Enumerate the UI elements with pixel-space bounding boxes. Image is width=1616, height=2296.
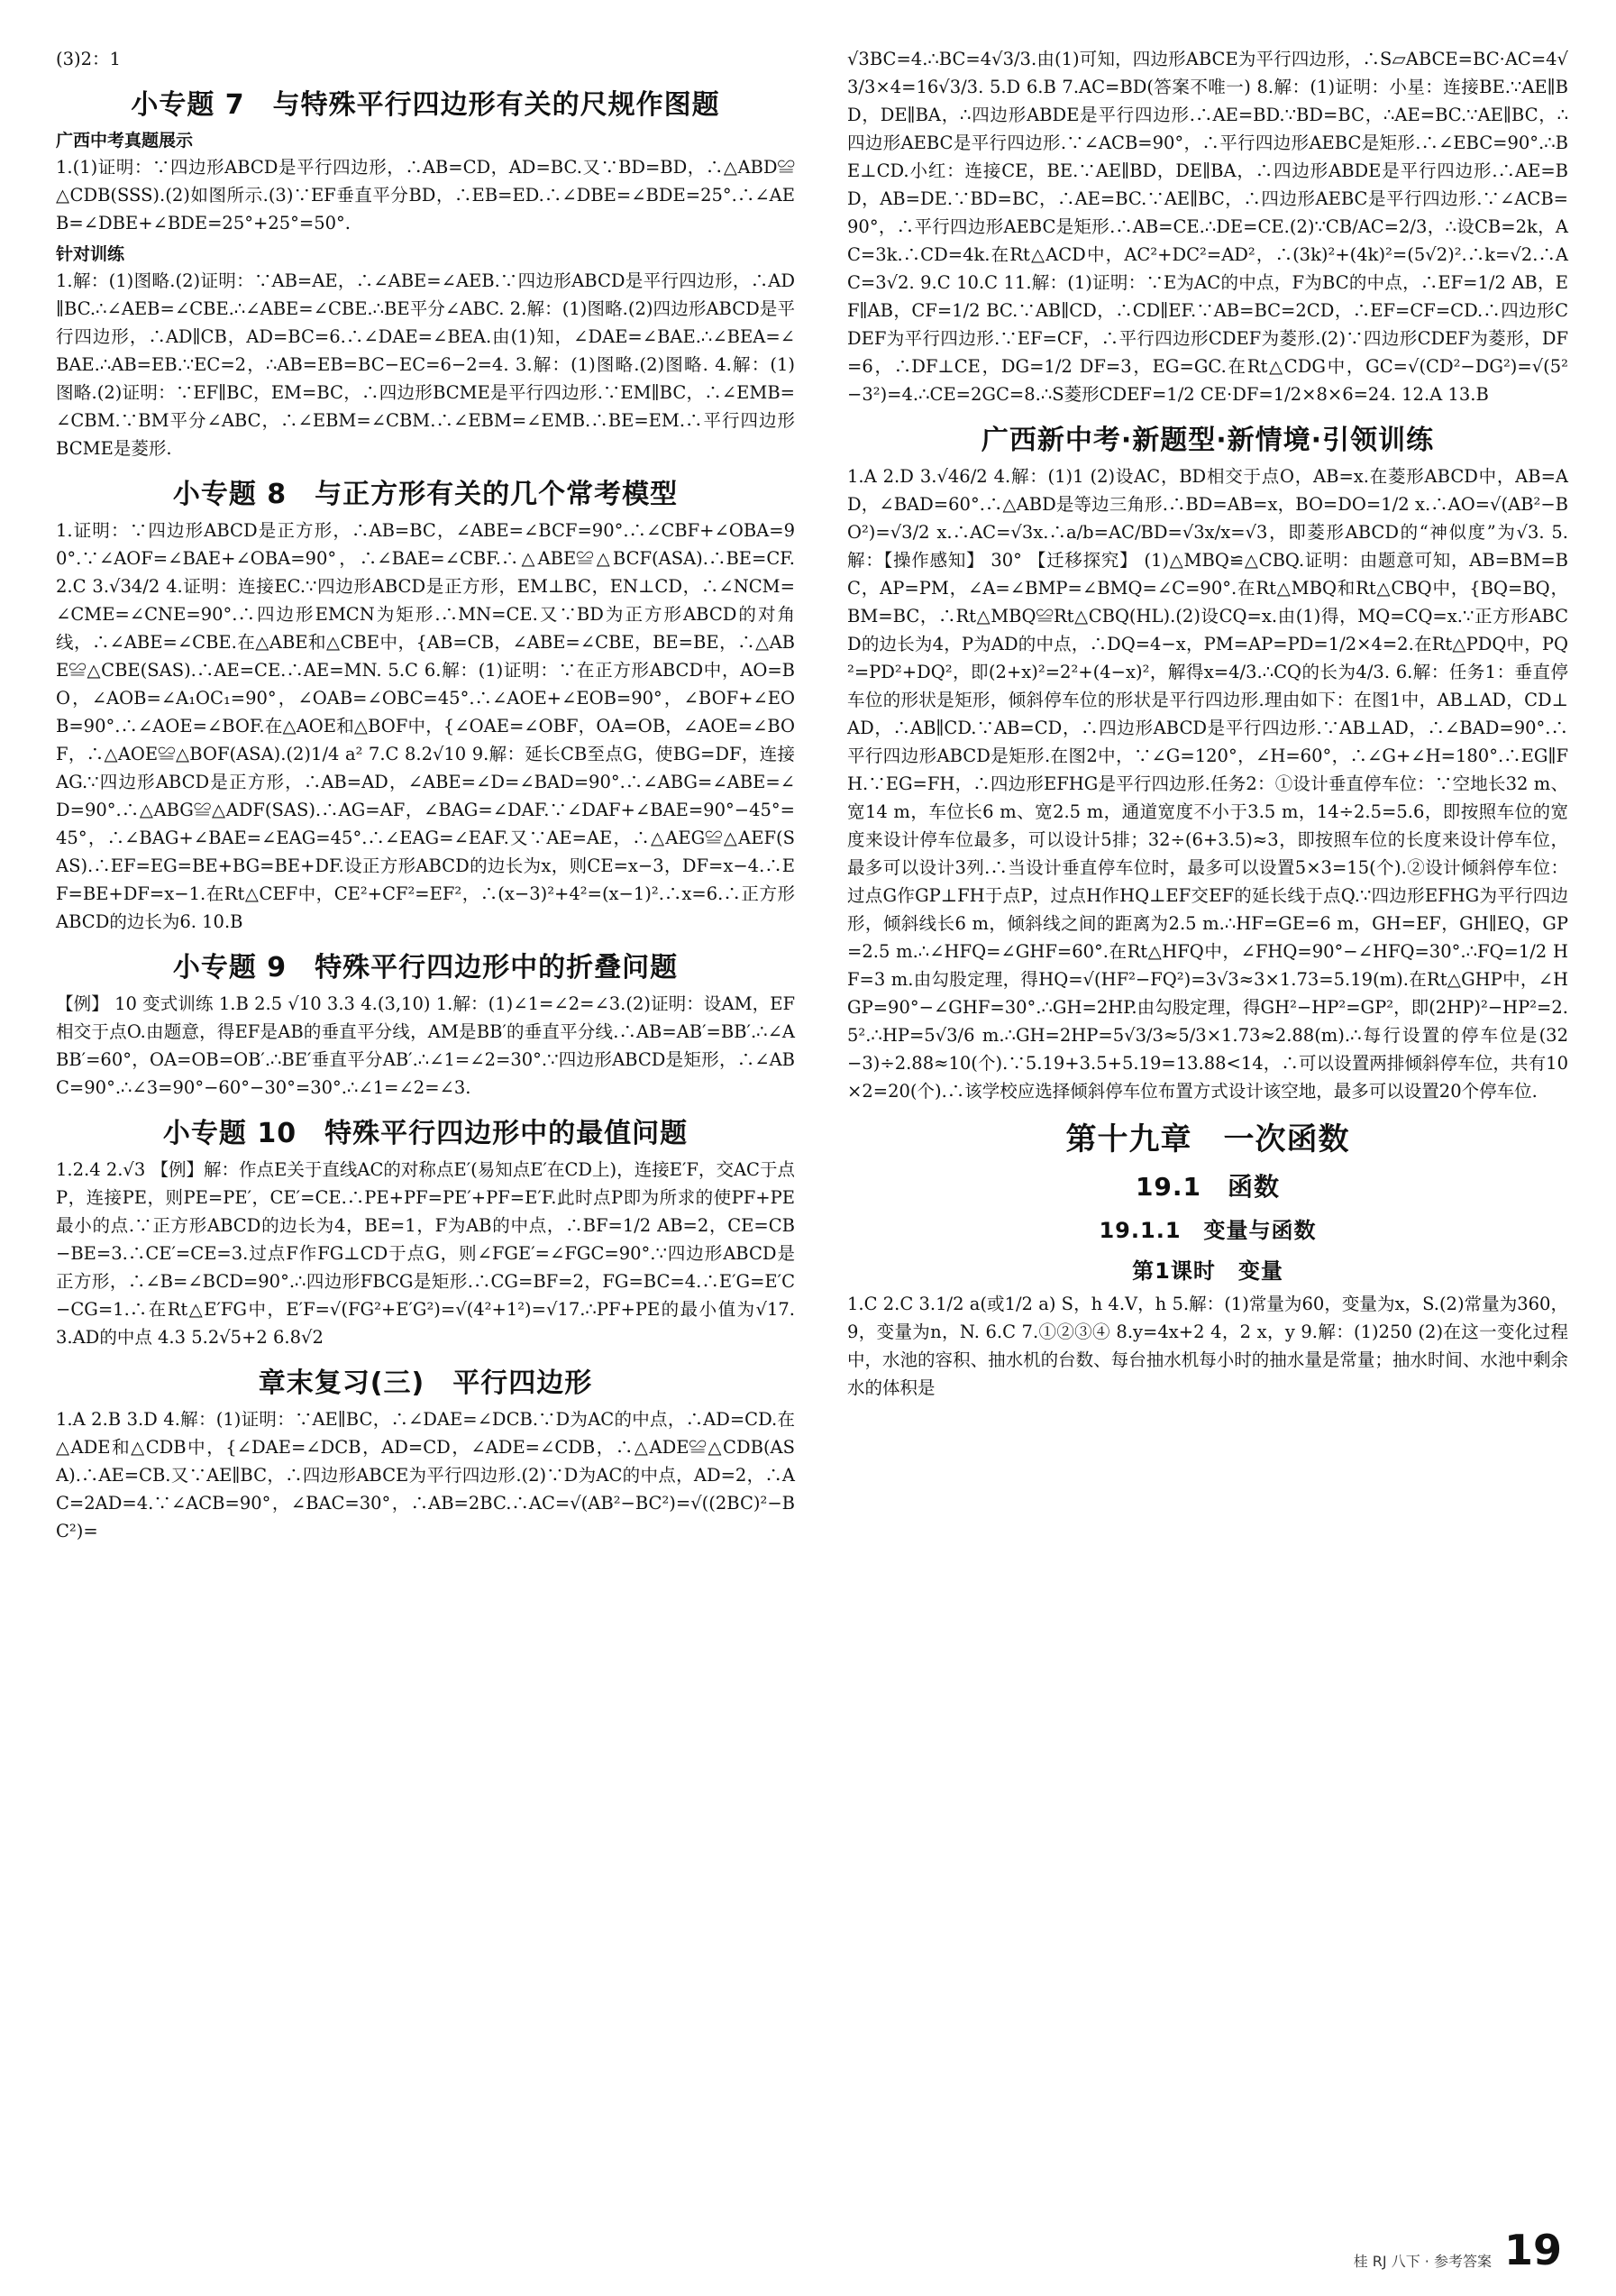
intro-answer: (3)2：1: [56, 49, 121, 69]
right-text-1: √3BC=4.∴BC=4√3/3.由(1)可知，四边形ABCE为平行四边形，∴S▱ABCE=BC·AC=4√3/3×4=16√3/3. 5.D 6.B 7.AC=BD(答案不唯一) 8.解：(1)证明：小星：连接BE.∵AE∥BD，DE∥BA，∴四边形ABDE是平行四边形.∴AE=BD.∵BD=BC，∴AE=BC.∵AE∥BC，∴四边形AEBC是平行四边形.∵∠ACB=90°，∴平行四边形AEBC是矩形.∴∠EBC=90°.∴BE⊥CD.小红：连接CE，BE.∵AE∥BD，DE∥BA，∴四边形ABDE是平行四边形.∴AE=BD，AB=DE.∵BD=BC，∴AE=BC.∵AE∥BC，∴四边形AEBC是平行四边形.∵∠ACB=90°，∴平行四边形AEBC是矩形.∴AB=CE.∴DE=CE.(2)∵CB/AC=2/3，∴设CB=2k，AC=3k.∴CD=4k.在Rt△ACD中，AC²+DC²=AD²，∴(3k)²+(4k)²=(5√2)².∴k=√2.∴AC=3√2. 9.C 10.C 11.解：(1)证明：∵E为AC的中点，F为BC的中点，∴EF=1/2 AB，EF∥AB，CF=1/2 BC.∵AB∥CD，∴CD∥EF.∵AB=BC=2CD，∴EF=CF=CD.∴四边形CDEF为平行四边形.∵EF=CF，∴平行四边形CDEF为菱形.(2)∵四边形CDEF为菱形，DF=6，∴DF⊥CE，DG=1/2 DF=3，EG=GC.在Rt△CDG中，GC=√(CD²−DG²)=√(5²−3²)=4.∴CE=2GC=8.∴S菱形CDEF=1/2 CE·DF=1/2×8×6=24. 12.A 13.B: [847, 49, 1568, 405]
page-footer: [1353, 2226, 1562, 2274]
subsection-19-1-1-title: 19.1.1 变量与函数: [1099, 1218, 1317, 1243]
section-7-subheading-1: 广西中考真题展示: [56, 131, 194, 151]
section-7-subheading-2: 针对训练: [56, 244, 125, 264]
section-8-text: 1.证明：∵四边形ABCD是正方形，∴AB=BC，∠ABE=∠BCF=90°.∴∠CBF+∠OBA=90°.∵∠AOF=∠BAE+∠OBA=90°，∴∠BAE=∠CBF.∴△ABE≌△BCF(ASA).∴BE=CF. 2.C 3.√34/2 4.证明：连接EC.∵四边形ABCD是正方形，EM⊥BC，EN⊥CD，∴∠NCM=∠CME=∠CNE=90°.∴四边形EMCN为矩形.∴MN=CE.又∵BD为正方形ABCD的对角线，∴∠ABE=∠CBE.在△ABE和△CBE中，{AB=CB，∠ABE=∠CBE，BE=BE，∴△ABE≌△CBE(SAS).∴AE=CE.∴AE=MN. 5.C 6.解：(1)证明：∵在正方形ABCD中，AO=BO，∠AOB=∠A₁OC₁=90°，∠OAB=∠OBC=45°.∴∠AOE+∠EOB=90°，∠BOF+∠EOB=90°.∴∠AOE=∠BOF.在△AOE和△BOF中，{∠OAE=∠OBF，OA=OB，∠AOE=∠BOF，∴△AOE≌△BOF(ASA).(2)1/4 a² 7.C 8.2√10 9.解：延长CB至点G，使BG=DF，连接AG.∵四边形ABCD是正方形，∴AB=AD，∠ABE=∠D=∠BAD=90°.∴∠ABG=∠ABE=∠D=90°.∴△ABG≌△ADF(SAS).∴AG=AF，∠BAG=∠DAF.∵∠DAF+∠BAE=90°−45°=45°，∴∠BAG+∠BAE=∠EAG=45°.∴∠EAG=∠EAF.又∵AE=AE，∴△AEG≌△AEF(SAS).∴EF=EG=BE+BG=BE+DF.设正方形ABCD的边长为x，则CE=x−3，DF=x−4.∴EF=BE+DF=x−1.在Rt△CEF中，CE²+CF²=EF²，∴(x−3)²+4²=(x−1)².∴x=6.∴正方形ABCD的边长为6. 10.B: [56, 520, 795, 932]
chapter-review-title: 章末复习(三) 平行四边形: [258, 1368, 593, 1399]
section-9-text: 【例】 10 变式训练 1.B 2.5 √10 3.3 4.(3,10) 1.解：(1)∠1=∠2=∠3.(2)证明：设AM，EF相交于点O.由题意，得EF是AB的垂直平分线，AM是BB′的垂直平分线.∴AB=AB′=BB′.∴∠ABB′=60°，OA=OB=OB′.∴BE′垂直平分AB′.∴∠1=∠2=30°.∵四边形ABCD是矩形，∴∠ABC=90°.∴∠3=90°−60°−30°=30°.∴∠1=∠2=∠3.: [56, 993, 795, 1098]
right-column: [847, 45, 1568, 1402]
chapter-19-title: 第十九章 一次函数: [1065, 1121, 1350, 1157]
section-7-text-1: 1.(1)证明：∵四边形ABCD是平行四边形，∴AB=CD，AD=BC.又∵BD=BD，∴△ABD≌△CDB(SSS).(2)如图所示.(3)∵EF垂直平分BD，∴EB=ED.∴∠DBE=∠BDE=25°.∴∠AEB=∠DBE+∠BDE=25°+25°=50°.: [56, 157, 795, 233]
guangxi-training-title: 广西新中考·新题型·新情境·引领训练: [981, 425, 1435, 456]
section-10-text: 1.2.4 2.√3 【例】解：作点E关于直线AC的对称点E′(易知点E′在CD上)，连接E′F，交AC于点P，连接PE，则PE=PE′，CE′=CE.∴PE+PF=PE′+PF=E′F.此时点P即为所求的使PF+PE最小的点.∵正方形ABCD的边长为4，BE=1，F为AB的中点，∴BF=1/2 AB=2，CE=CB−BE=3.∴CE′=CE=3.过点F作FG⊥CD于点G，则∠FGE′=∠FGC=90°.∵四边形ABCD是正方形，∴∠B=∠BCD=90°.∴四边形FBCG是矩形.∴CG=BF=2，FG=BC=4.∴E′G=E′C−CG=1.∴在Rt△E′FG中，E′F=√(FG²+E′G²)=√(4²+1²)=√17.∴PF+PE的最小值为√17. 3.AD的中点 4.3 5.2√5+2 6.8√2: [56, 1159, 795, 1348]
chapter-review-text: 1.A 2.B 3.D 4.解：(1)证明：∵AE∥BC，∴∠DAE=∠DCB.∵D为AC的中点，∴AD=CD.在△ADE和△CDB中，{∠DAE=∠DCB，AD=CD，∠ADE=∠CDB，∴△ADE≌△CDB(ASA).∴AE=CB.又∵AE∥BC，∴四边形ABCE为平行四边形.(2)∵D为AC的中点，AD=2，∴AC=2AD=4.∵∠ACB=90°，∠BAC=30°，∴AB=2BC.∴AC=√(AB²−BC²)=√((2BC)²−BC²)=: [56, 1409, 795, 1541]
section-8-title: 小专题 8 与正方形有关的几个常考模型: [172, 479, 679, 510]
page-number: 19: [1503, 2226, 1562, 2274]
footer-label: 桂 RJ 八下 · 参考答案: [1353, 2253, 1492, 2270]
guangxi-training-text: 1.A 2.D 3.√46/2 4.解：(1)1 (2)设AC，BD相交于点O，AB=x.在菱形ABCD中，AB=AD，∠BAD=60°.∴△ABD是等边三角形.∴BD=AB=x，BO=DO=1/2 x.∴AO=√(AB²−BO²)=√3/2 x.∴AC=√3x.∴a/b=AC/BD=√3x/x=√3，即菱形ABCD的“神似度”为√3. 5.解：【操作感知】 30° 【迁移探究】 (1)△MBQ≌△CBQ.证明：由题意可知，AB=BM=BC，AP=PM，∠A=∠BMP=∠BMQ=∠C=90°.在Rt△MBQ和Rt△CBQ中，{BQ=BQ，BM=BC，∴Rt△MBQ≌Rt△CBQ(HL).(2)设CQ=x.由(1)得，MQ=CQ=x.∵正方形ABCD的边长为4，P为AD的中点，∴DQ=4−x，PM=AP=PD=1/2×4=2.在Rt△PDQ中，PQ²=PD²+DQ²，即(2+x)²=2²+(4−x)²，解得x=4/3.∴CQ的长为4/3. 6.解：任务1：垂直停车位的形状是矩形，倾斜停车位的形状是平行四边形.理由如下：在图1中，AB⊥AD，CD⊥AD，∴AB∥CD.∵AB=CD，∴四边形ABCD是平行四边形.∵AB⊥AD，∴∠BAD=90°.∴平行四边形ABCD是矩形.在图2中，∵∠G=120°，∠H=60°，∴∠G+∠H=180°.∴EG∥FH.∵EG=FH，∴四边形EFHG是平行四边形.任务2：①设计垂直停车位：∵空地长32 m、宽14 m，车位长6 m、宽2.5 m，通道宽度不小于3.5 m，14÷2.5=5.6，即按照车位的宽度来设计停车位最多，可以设计5排；32÷(6+3.5)≈3，即按照车位的长度来设计停车位，最多可以设计3列.∴当设计垂直停车位时，最多可以设置5×3=15(个).②设计倾斜停车位：过点G作GP⊥FH于点P，过点H作HQ⊥EF交EF的延长线于点Q.∵四边形EFHG为平行四边形，倾斜线长6 m，倾斜线之间的距离为2.5 m.∴HF=GE=6 m，GH=EF，GH∥EQ，GP=2.5 m.∴∠HFQ=∠GHF=60°.在Rt△HFQ中，∠FHQ=90°−∠HFQ=30°.∴FQ=1/2 HF=3 m.由勾股定理，得HQ=√(HF²−FQ²)=3√3≈3×1.73=5.19(m).在Rt△GHP中，∠HGP=90°−∠GHF=30°.∴GH=2HP.由勾股定理，得GH²−HP²=GP²，即(2HP)²−HP²=2.5².∴HP=5√3/6 m.∴GH=2HP=5√3/3≈5/3×1.73≈2.88(m).∴每行设置的停车位是(32−3)÷2.88≈10(个).∵5.19+3.5+5.19=13.88<14，∴可以设置两排倾斜停车位，共有10×2=20(个).∴该学校应选择倾斜停车位布置方式设计该空地，最多可以设置20个停车位.: [847, 466, 1568, 1102]
chapter-19-text: 1.C 2.C 3.1/2 a(或1/2 a) S，h 4.V，h 5.解：(1)常量为60，变量为x，S.(2)常量为360，9，变量为n，N. 6.C 7.①②③④ 8.y=4x+2 4，2 x，y 9.解：(1)250 (2)在这一变化过程中，水池的容积、抽水机的台数、每台抽水机每小时的抽水量是常量；抽水时间、水池中剩余水的体积是: [847, 1294, 1568, 1398]
left-column: [56, 45, 795, 1545]
section-19-1-title: 19.1 函数: [1135, 1172, 1281, 1202]
section-7-text-2: 1.解：(1)图略.(2)证明：∵AB=AE，∴∠ABE=∠AEB.∵四边形ABCD是平行四边形，∴AD∥BC.∴∠AEB=∠CBE.∴∠ABE=∠CBE.∴BE平分∠ABC. 2.解：(1)图略.(2)四边形ABCD是平行四边形，∴AD∥CB，AD=BC=6.∴∠DAE=∠BEA.由(1)知，∠DAE=∠BAE.∴∠BEA=∠BAE.∴AB=EB.∵EC=2，∴AB=EB=BC−EC=6−2=4. 3.解：(1)图略.(2)图略. 4.解：(1)图略.(2)证明：∵EF∥BC，EM=BC，∴四边形BCME是平行四边形.∵EM∥BC，∴∠EMB=∠CBM.∵BM平分∠ABC，∴∠EBM=∠CBM.∴∠EBM=∠EMB.∴BE=EM.∴平行四边形BCME是菱形.: [56, 270, 795, 459]
section-9-title: 小专题 9 特殊平行四边形中的折叠问题: [172, 952, 679, 983]
section-10-title: 小专题 10 特殊平行四边形中的最值问题: [162, 1118, 689, 1149]
lesson-title: 第1课时 变量: [1132, 1258, 1283, 1284]
section-7-title: 小专题 7 与特殊平行四边形有关的尺规作图题: [131, 89, 720, 121]
